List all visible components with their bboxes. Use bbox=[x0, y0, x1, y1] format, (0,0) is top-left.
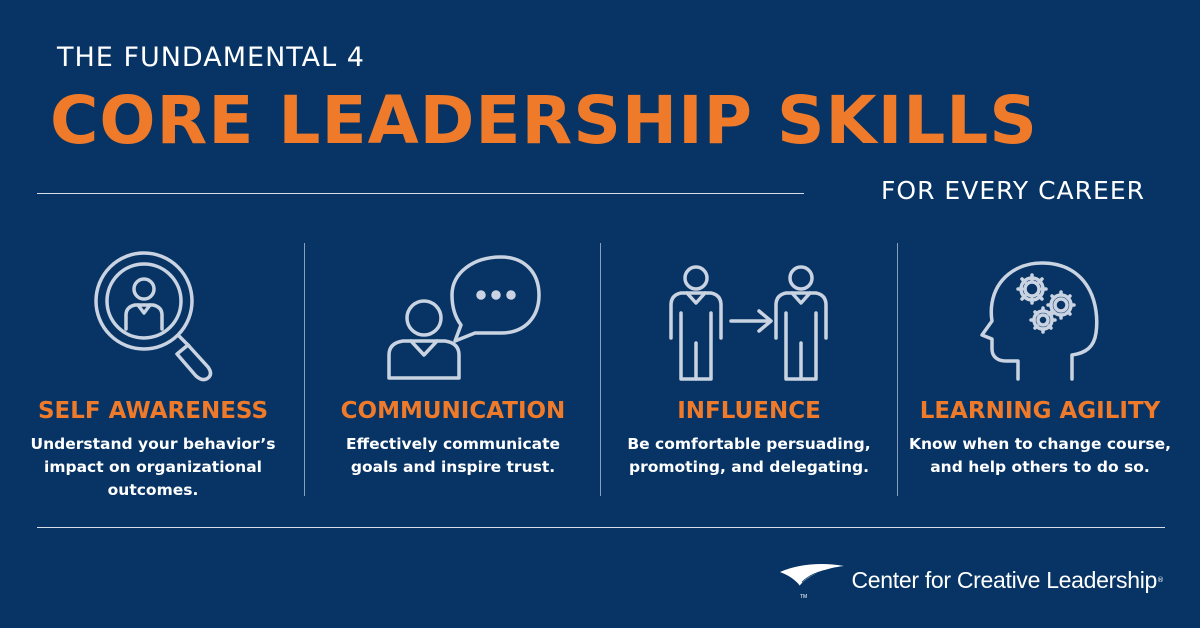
skill-description-line: impact on organizational bbox=[44, 458, 262, 476]
skill-description-line: and help others to do so. bbox=[930, 458, 1150, 476]
skill-description-line: Know when to change course, bbox=[908, 435, 1172, 453]
page-title: CORE LEADERSHIP SKILLS bbox=[50, 82, 1038, 159]
skill-description-line: promoting, and delegating. bbox=[628, 458, 870, 476]
skill-description-line: Effectively communicate bbox=[345, 435, 561, 453]
ccl-wing-logo-icon bbox=[778, 560, 848, 600]
skill-title: LEARNING AGILITY bbox=[919, 398, 1161, 424]
registered-mark: ® bbox=[1157, 576, 1164, 584]
top-divider-line bbox=[37, 193, 804, 194]
skill-description bbox=[892, 433, 1188, 479]
person-arrow-person-icon bbox=[601, 243, 897, 393]
skill-column-learning-agility bbox=[892, 243, 1188, 503]
skill-description bbox=[5, 433, 301, 502]
bottom-divider-line bbox=[37, 527, 1165, 528]
skill-description-line: outcomes. bbox=[107, 481, 199, 499]
skill-column-communication bbox=[305, 243, 601, 503]
skill-column-influence bbox=[601, 243, 897, 503]
head-gears-icon bbox=[892, 243, 1188, 393]
logo-tm-mark: TM bbox=[799, 594, 807, 600]
skill-description-line: Be comfortable persuading, bbox=[627, 435, 871, 453]
subtitle: THE FUNDAMENTAL 4 bbox=[57, 42, 365, 73]
skill-description-line: Understand your behavior’s bbox=[30, 435, 276, 453]
tagline: FOR EVERY CAREER bbox=[881, 176, 1145, 205]
skill-title: INFLUENCE bbox=[677, 398, 821, 424]
speech-bubble-person-icon bbox=[305, 243, 601, 393]
logo-text: Center for Creative Leadership bbox=[851, 566, 1157, 593]
skill-description bbox=[601, 433, 897, 479]
skill-description-line: goals and inspire trust. bbox=[350, 458, 556, 476]
magnifier-person-icon bbox=[5, 243, 301, 393]
skill-column-self-awareness bbox=[5, 243, 301, 503]
skill-description bbox=[305, 433, 601, 479]
skill-title: SELF AWARENESS bbox=[37, 398, 269, 424]
ccl-logo bbox=[778, 560, 1165, 600]
skill-title: COMMUNICATION bbox=[340, 398, 566, 424]
